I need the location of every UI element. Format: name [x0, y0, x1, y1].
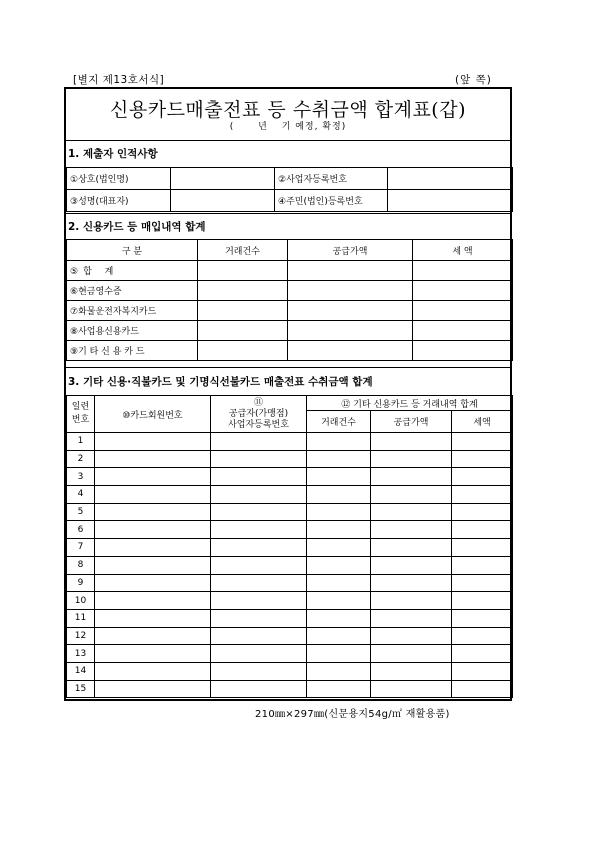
- field-resident-reg-no[interactable]: [388, 190, 513, 212]
- tax-cell[interactable]: [452, 503, 513, 521]
- supplier-reg-cell[interactable]: [211, 503, 307, 521]
- table-row: [67, 609, 513, 627]
- col-header-tax: 세액: [452, 411, 513, 433]
- col-header-supply: 공급가액: [288, 240, 413, 261]
- card-number-cell[interactable]: [95, 433, 211, 451]
- col-header-seq-line2: 번호: [71, 415, 90, 425]
- supplier-reg-cell[interactable]: [211, 433, 307, 451]
- supply-cell[interactable]: [371, 592, 452, 610]
- supply-cell[interactable]: [371, 627, 452, 645]
- row-seq-number: 13: [67, 645, 95, 663]
- supply-cell[interactable]: [371, 503, 452, 521]
- field-business-name[interactable]: [171, 168, 275, 190]
- row-seq-number: 10: [67, 592, 95, 610]
- supplier-reg-cell[interactable]: [211, 662, 307, 680]
- row-seq-number: 5: [67, 503, 95, 521]
- supplier-reg-cell[interactable]: [211, 609, 307, 627]
- purchase-summary-table: [66, 239, 513, 361]
- count-cell[interactable]: [307, 521, 371, 539]
- supplier-reg-cell[interactable]: [211, 486, 307, 504]
- row-seq-number: 7: [67, 539, 95, 557]
- supply-cell[interactable]: [371, 645, 452, 663]
- card-number-cell[interactable]: [95, 574, 211, 592]
- table-row: [67, 433, 513, 451]
- row-seq-number: 1: [67, 433, 95, 451]
- col-header-tax: 세 액: [413, 240, 513, 261]
- card-number-cell[interactable]: [95, 468, 211, 486]
- tax-cell[interactable]: [452, 592, 513, 610]
- count-cell[interactable]: [307, 627, 371, 645]
- supply-cell[interactable]: [371, 468, 452, 486]
- count-cell[interactable]: [307, 662, 371, 680]
- row-seq-number: 2: [67, 450, 95, 468]
- card-number-cell[interactable]: [95, 645, 211, 663]
- cell-tax[interactable]: [413, 301, 513, 321]
- section1-heading: 1. 제출자 인적사항: [66, 140, 510, 167]
- form-number: [별지 제13호서식]: [73, 74, 165, 86]
- cell-supply[interactable]: [288, 301, 413, 321]
- paper-spec: 210㎜×297㎜(신문용지54g/㎡ 재활용품): [255, 709, 450, 720]
- row-seq-number: 9: [67, 574, 95, 592]
- col-header-supply: 공급가액: [371, 411, 452, 433]
- table-row: [67, 574, 513, 592]
- tax-cell[interactable]: [452, 539, 513, 557]
- supply-cell[interactable]: [371, 433, 452, 451]
- count-cell[interactable]: [307, 645, 371, 663]
- col-header-supplier-mark: ⑪: [253, 397, 263, 408]
- row-label-cash-receipt: ⑥현금영수증: [67, 281, 198, 301]
- count-cell[interactable]: [307, 609, 371, 627]
- field-label-representative: ③성명(대표자): [67, 190, 171, 212]
- tax-cell[interactable]: [452, 468, 513, 486]
- supply-cell[interactable]: [371, 450, 452, 468]
- supplier-reg-cell[interactable]: [211, 521, 307, 539]
- count-cell[interactable]: [307, 503, 371, 521]
- field-representative[interactable]: [171, 190, 275, 212]
- supply-cell[interactable]: [371, 680, 452, 698]
- supply-cell[interactable]: [371, 556, 452, 574]
- cell-count[interactable]: [198, 261, 288, 281]
- card-number-cell[interactable]: [95, 662, 211, 680]
- table-row: [67, 450, 513, 468]
- field-label-business-reg-no: ②사업자등록번호: [275, 168, 388, 190]
- card-number-cell[interactable]: [95, 680, 211, 698]
- supplier-reg-cell[interactable]: [211, 468, 307, 486]
- card-transaction-table: [66, 395, 513, 698]
- count-cell[interactable]: [307, 556, 371, 574]
- table-row: [67, 592, 513, 610]
- table-row: [67, 556, 513, 574]
- tax-cell[interactable]: [452, 574, 513, 592]
- cell-count[interactable]: [198, 341, 288, 361]
- subtitle-year: 년: [258, 122, 267, 132]
- table-row: [67, 468, 513, 486]
- count-cell[interactable]: [307, 433, 371, 451]
- tax-cell[interactable]: [452, 556, 513, 574]
- col-header-category: 구 분: [67, 240, 198, 261]
- cell-count[interactable]: [198, 281, 288, 301]
- tax-cell[interactable]: [452, 521, 513, 539]
- supply-cell[interactable]: [371, 521, 452, 539]
- table-row: [67, 539, 513, 557]
- form-title: 신용카드매출전표 등 수취금액 합계표(갑): [110, 99, 466, 121]
- supplier-reg-cell[interactable]: [211, 539, 307, 557]
- card-number-cell[interactable]: [95, 609, 211, 627]
- tax-cell[interactable]: [452, 433, 513, 451]
- section3-heading: 3. 기타 신용·직불카드 및 기명식선불카드 매출전표 수취금액 합계: [66, 367, 510, 395]
- col-header-supplier-line1: 공급자(가맹점): [228, 408, 289, 419]
- row-seq-number: 14: [67, 662, 95, 680]
- col-header-seq: [67, 396, 95, 433]
- cell-tax[interactable]: [413, 281, 513, 301]
- row-seq-number: 12: [67, 627, 95, 645]
- cell-tax[interactable]: [413, 261, 513, 281]
- table-row: [67, 662, 513, 680]
- form-subtitle: [66, 119, 510, 132]
- card-number-cell[interactable]: [95, 539, 211, 557]
- col-header-supplier: [211, 396, 307, 433]
- row-label-total: ⑤합 계: [67, 261, 198, 281]
- tax-cell[interactable]: [452, 486, 513, 504]
- supply-cell[interactable]: [371, 609, 452, 627]
- supply-cell[interactable]: [371, 486, 452, 504]
- table-row: [67, 627, 513, 645]
- cell-count[interactable]: [198, 301, 288, 321]
- supply-cell[interactable]: [371, 539, 452, 557]
- card-number-cell[interactable]: [95, 486, 211, 504]
- supplier-reg-cell[interactable]: [211, 556, 307, 574]
- cell-supply[interactable]: [288, 281, 413, 301]
- table-row: [67, 503, 513, 521]
- table-row: [67, 645, 513, 663]
- col-header-supplier-line2: 사업자등록번호: [228, 419, 289, 430]
- cell-tax[interactable]: [413, 321, 513, 341]
- row-label-business-credit-card: ⑧사업용신용카드: [67, 321, 198, 341]
- form-frame: [64, 87, 512, 701]
- field-label-business-name: ①상호(법인명): [67, 168, 171, 190]
- count-cell[interactable]: [307, 680, 371, 698]
- table-row: [67, 521, 513, 539]
- supply-cell[interactable]: [371, 662, 452, 680]
- cell-tax[interactable]: [413, 341, 513, 361]
- col-header-count: 거래건수: [198, 240, 288, 261]
- supplier-reg-cell[interactable]: [211, 627, 307, 645]
- col-header-count: 거래건수: [307, 411, 371, 433]
- cell-supply[interactable]: [288, 321, 413, 341]
- row-label-freight-welfare-card: ⑦화물운전자복지카드: [67, 301, 198, 321]
- submitter-info-table: [66, 167, 513, 212]
- subtitle-period: 기 예정, 확정): [281, 122, 347, 132]
- count-cell[interactable]: [307, 574, 371, 592]
- tax-cell[interactable]: [452, 662, 513, 680]
- supplier-reg-cell[interactable]: [211, 574, 307, 592]
- section2-heading: 2. 신용카드 등 매입내역 합계: [66, 213, 510, 239]
- cell-count[interactable]: [198, 321, 288, 341]
- row-seq-number: 6: [67, 521, 95, 539]
- page-side-label: (앞 쪽): [455, 74, 492, 86]
- col-header-card-number: ⑩카드회원번호: [95, 396, 211, 433]
- card-number-cell[interactable]: [95, 450, 211, 468]
- row-seq-number: 15: [67, 680, 95, 698]
- tax-cell[interactable]: [452, 627, 513, 645]
- card-number-cell[interactable]: [95, 521, 211, 539]
- supplier-reg-cell[interactable]: [211, 645, 307, 663]
- card-number-cell[interactable]: [95, 592, 211, 610]
- row-seq-number: 11: [67, 609, 95, 627]
- field-business-reg-no[interactable]: [388, 168, 513, 190]
- field-label-resident-reg-no: ④주민(법인)등록번호: [275, 190, 388, 212]
- card-transaction-rows: [67, 433, 513, 698]
- count-cell[interactable]: [307, 468, 371, 486]
- col-header-other-card-group: ⑫ 기타 신용카드 등 거래내역 합계: [307, 396, 513, 411]
- col-header-seq-line1: 일련: [71, 402, 90, 412]
- row-label-other-credit-card: ⑨기 타 신 용 카 드: [67, 341, 198, 361]
- tax-cell[interactable]: [452, 609, 513, 627]
- row-seq-number: 8: [67, 556, 95, 574]
- table-row: [67, 486, 513, 504]
- cell-supply[interactable]: [288, 341, 413, 361]
- supply-cell[interactable]: [371, 574, 452, 592]
- card-number-cell[interactable]: [95, 556, 211, 574]
- tax-cell[interactable]: [452, 645, 513, 663]
- table-row: [67, 680, 513, 698]
- count-cell[interactable]: [307, 539, 371, 557]
- row-seq-number: 3: [67, 468, 95, 486]
- tax-cell[interactable]: [452, 680, 513, 698]
- cell-supply[interactable]: [288, 261, 413, 281]
- card-number-cell[interactable]: [95, 627, 211, 645]
- count-cell[interactable]: [307, 450, 371, 468]
- supplier-reg-cell[interactable]: [211, 592, 307, 610]
- count-cell[interactable]: [307, 486, 371, 504]
- supplier-reg-cell[interactable]: [211, 450, 307, 468]
- row-seq-number: 4: [67, 486, 95, 504]
- supplier-reg-cell[interactable]: [211, 680, 307, 698]
- card-number-cell[interactable]: [95, 503, 211, 521]
- subtitle-open: (: [229, 122, 234, 132]
- tax-cell[interactable]: [452, 450, 513, 468]
- count-cell[interactable]: [307, 592, 371, 610]
